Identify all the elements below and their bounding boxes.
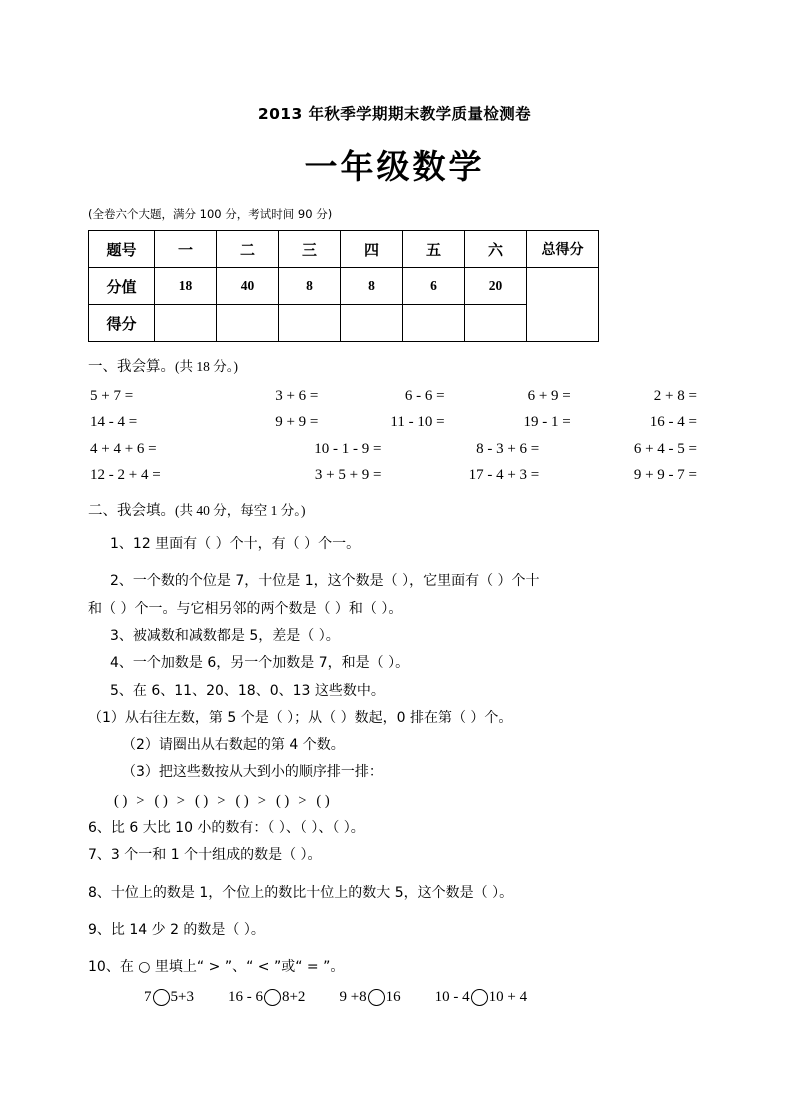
- calc-expression: 17 - 4 + 3 =: [468, 466, 540, 483]
- order-blank-4[interactable]: ( ): [235, 792, 249, 809]
- calc-expression: 2 + 8 =: [653, 388, 697, 405]
- col-header-3: 三: [279, 231, 341, 268]
- points-cell-6: 20: [465, 268, 527, 305]
- order-operator-3: >: [217, 792, 227, 809]
- question-item-7: 7、3 个一和 1 个十组成的数是（ ）。: [88, 847, 322, 864]
- circle-blank-icon[interactable]: [368, 989, 385, 1006]
- calc-expression: 9 + 9 =: [275, 414, 319, 431]
- section-one-points: (共 18 分。): [175, 359, 238, 375]
- calc-expression: 19 - 1 =: [523, 414, 571, 431]
- points-cell-3: 8: [279, 268, 341, 305]
- calc-expression: 3 + 5 + 9 =: [314, 466, 382, 483]
- earned-cell-4[interactable]: [341, 305, 403, 342]
- col-header-total: 总得分: [527, 231, 599, 268]
- page-title: 2013 年秋季学期期末教学质量检测卷: [257, 105, 532, 123]
- score-table-container: [0, 221, 789, 342]
- comparison-left: 16 - 6: [227, 989, 263, 1006]
- question-item-4: 4、一个加数是 6，另一个加数是 7，和是（ ）。: [110, 655, 410, 672]
- question-item-5-sub-1: （1）从右往左数，第 5 个是（ ）；从（ ）数起，0 排在第（ ）个。: [88, 709, 513, 726]
- calc-expression: 3 + 6 =: [275, 388, 319, 405]
- comparison-right: 10 + 4: [488, 989, 528, 1006]
- col-header-2: 二: [217, 231, 279, 268]
- section-two-heading: [88, 502, 719, 521]
- calc-expression: 12 - 2 + 4 =: [90, 466, 161, 483]
- order-blank-5[interactable]: ( ): [275, 792, 290, 809]
- order-blank-1[interactable]: ( ): [114, 792, 128, 809]
- earned-cell-3[interactable]: [279, 305, 341, 342]
- comparison-left: 10 - 4: [434, 989, 470, 1006]
- question-item-5: 5、在 6、11、20、18、0、13 这些数中。: [110, 682, 385, 699]
- calc-expression: 9 + 9 - 7 =: [633, 466, 697, 483]
- table-row: [89, 231, 599, 268]
- question-item-2-cont: 和（ ）个一。与它相另邻的两个数是（ ）和（ ）。: [88, 600, 403, 617]
- order-operator-1: >: [136, 792, 146, 809]
- order-blank-6[interactable]: ( ): [316, 792, 330, 809]
- points-cell-4: 8: [341, 268, 403, 305]
- comparison-item[interactable]: [228, 983, 305, 1012]
- comparison-left: 7: [144, 989, 152, 1006]
- arithmetic-row: [88, 383, 719, 409]
- arithmetic-row: [88, 462, 719, 488]
- comparison-item[interactable]: [144, 983, 194, 1012]
- section-two-points: (共 40 分，每空 1 分。): [175, 503, 306, 519]
- score-table: [88, 230, 599, 342]
- arithmetic-row: [88, 409, 719, 435]
- arithmetic-block: [88, 383, 719, 488]
- question-item-5-sub-3: （3）把这些数按从大到小的顺序排一排：: [122, 764, 383, 781]
- calc-expression: 6 - 6 =: [404, 388, 445, 405]
- comparison-left: 9 +8: [339, 989, 367, 1006]
- col-header-5: 五: [403, 231, 465, 268]
- order-operator-5: >: [298, 792, 308, 809]
- col-header-4: 四: [341, 231, 403, 268]
- calc-expression: 10 - 1 - 9 =: [314, 440, 382, 457]
- comparison-item[interactable]: [339, 983, 400, 1012]
- order-operator-2: >: [176, 792, 186, 809]
- points-cell-1: 18: [155, 268, 217, 305]
- section-two: [0, 488, 789, 1012]
- calc-expression: 6 + 9 =: [527, 388, 571, 405]
- points-cell-2: 40: [217, 268, 279, 305]
- section-two-heading-text: 二、我会填。: [88, 503, 175, 520]
- exam-note: (全卷六个大题，满分 100 分，考试时间 90 分): [88, 206, 333, 221]
- calc-expression: 11 - 10 =: [390, 414, 445, 431]
- col-header-6: 六: [465, 231, 527, 268]
- question-item-10: 10、在 ○ 里填上“ > ”、“ < ”或“ = ”。: [88, 959, 345, 976]
- question-item-5-sub-2: （2）请圈出从右数起的第 4 个数。: [122, 737, 345, 754]
- order-blank-2[interactable]: ( ): [154, 792, 168, 809]
- calc-expression: 5 + 7 =: [90, 388, 134, 405]
- order-operator-4: >: [257, 792, 267, 809]
- earned-cell-6[interactable]: [465, 305, 527, 342]
- question-item-8: 8、十位上的数是 1，个位上的数比十位上的数大 5，这个数是（ ）。: [88, 884, 514, 901]
- row-label-points: 分值: [89, 268, 155, 305]
- fill-in-block: [88, 531, 719, 1012]
- table-row: [89, 305, 599, 342]
- question-item-3: 3、被减数和减数都是 5，差是（ ）。: [110, 627, 340, 644]
- circle-blank-icon[interactable]: [153, 989, 170, 1006]
- row-label-question-no: 题号: [89, 231, 155, 268]
- calc-expression: 14 - 4 =: [90, 414, 138, 431]
- col-header-1: 一: [155, 231, 217, 268]
- comparison-item[interactable]: [435, 983, 527, 1012]
- comparison-right: 8+2: [281, 989, 306, 1006]
- calc-expression: 6 + 4 - 5 =: [633, 440, 697, 457]
- section-one-heading: [88, 358, 719, 377]
- calc-expression: 4 + 4 + 6 =: [90, 440, 157, 457]
- order-blank-3[interactable]: ( ): [194, 792, 209, 809]
- earned-cell-5[interactable]: [403, 305, 465, 342]
- total-score-cell[interactable]: [527, 268, 599, 342]
- comparison-right: 5+3: [170, 989, 194, 1006]
- question-item-2: 2、一个数的个位是 7，十位是 1，这个数是（ ），它里面有（ ）个十: [110, 573, 540, 590]
- subject-title: 一年级数学: [304, 146, 485, 186]
- calc-expression: 16 - 4 =: [649, 414, 697, 431]
- calc-expression: 8 - 3 + 6 =: [476, 440, 540, 457]
- ordering-answer-row[interactable]: [88, 787, 719, 815]
- table-row: [89, 268, 599, 305]
- comparison-row: [88, 983, 719, 1012]
- comparison-right: 16: [385, 989, 401, 1006]
- question-item-6: 6、比 6 大比 10 小的数有：（ ）、（ ）、（ ）。: [88, 819, 365, 836]
- earned-cell-1[interactable]: [155, 305, 217, 342]
- arithmetic-row: [88, 436, 719, 462]
- circle-blank-icon[interactable]: [264, 989, 281, 1006]
- row-label-earned: 得分: [89, 305, 155, 342]
- earned-cell-2[interactable]: [217, 305, 279, 342]
- points-cell-5: 6: [403, 268, 465, 305]
- section-one-heading-text: 一、我会算。: [88, 359, 175, 376]
- question-item-1: 1、12 里面有（ ）个十，有（ ）个一。: [110, 536, 361, 553]
- question-item-9: 9、比 14 少 2 的数是（ ）。: [88, 921, 265, 938]
- section-one: [0, 342, 789, 488]
- circle-blank-icon[interactable]: [471, 989, 488, 1006]
